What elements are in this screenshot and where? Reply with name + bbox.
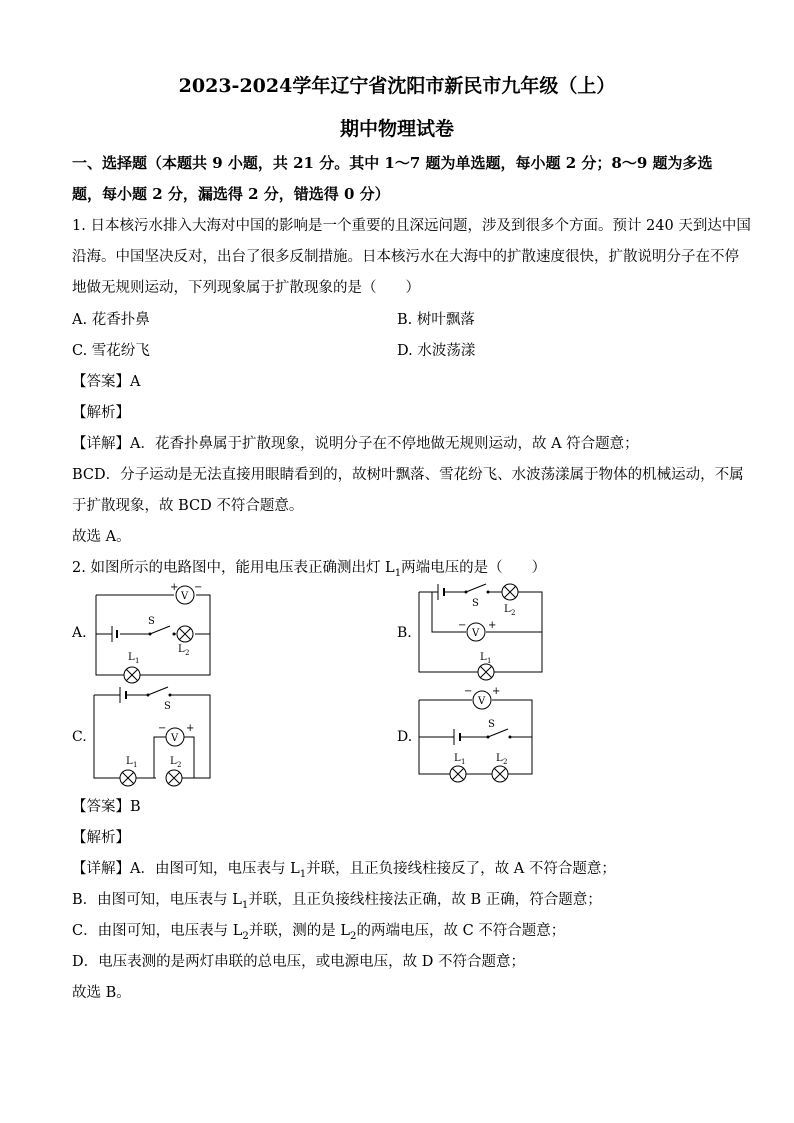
svg-text:S: S [488, 719, 495, 730]
q1-detail-line3: 于扩散现象，故 BCD 不符合题意。 [72, 498, 304, 514]
svg-text:−: − [158, 723, 167, 734]
switch-icon [488, 729, 508, 737]
svg-text:V: V [171, 733, 179, 744]
q2-option-a-label: A. [72, 625, 87, 641]
q1-option-d: D. 水波荡漾 [397, 343, 476, 359]
exam-title-line1: 2023-2024学年辽宁省沈阳市新民市九年级（上） [178, 75, 616, 97]
lamp-l2-icon [166, 770, 182, 786]
voltmeter-icon [467, 623, 485, 641]
svg-text:−: − [464, 686, 473, 697]
q1-detail-line1: 【详解】A．花香扑鼻属于扩散现象，说明分子在不停地做无规则运动，故 A 符合题意； [72, 436, 639, 452]
q2-option-c-label: C. [72, 729, 87, 745]
svg-text:V: V [472, 628, 480, 639]
circuit-diagram-a [90, 580, 215, 685]
q2-option-d-label: D. [397, 729, 413, 745]
lamp-l2-icon [492, 766, 508, 782]
switch-icon [150, 626, 170, 634]
q1-stem-line1: 1. 日本核污水排入大海对中国的影响是一个重要的且深远问题，涉及到很多个方面。预计 240 天到达中国 [72, 218, 751, 234]
svg-text:L: L [126, 756, 133, 767]
q2-detail-d: D．电压表测的是两灯串联的总电压，或电源电压，故 D 不符合题意； [72, 954, 525, 970]
circuit-diagram-d [414, 684, 549, 789]
circuit-diagram-b [414, 582, 549, 687]
q2-detail-c: C．由图可知，电压表与 $L_2$并联，测的是 $L_2$的两端电压，故 C 不符合题意； [72, 923, 566, 942]
svg-text:−: − [458, 620, 467, 631]
circuit-diagram-c [90, 684, 215, 789]
lamp-l2-icon [177, 626, 193, 642]
q1-analysis-label: 【解析】 [72, 405, 130, 421]
q1-option-b: B. 树叶飘落 [397, 312, 475, 328]
svg-text:+: + [492, 686, 501, 697]
svg-text:1: 1 [133, 761, 138, 769]
switch-icon [148, 687, 168, 695]
q2-conclusion: 故选 B。 [72, 985, 131, 1001]
switch-icon [466, 584, 486, 592]
exam-title-line2: 期中物理试卷 [339, 118, 454, 140]
svg-text:2: 2 [185, 649, 190, 657]
voltmeter-icon [176, 586, 194, 604]
q1-option-a: A. 花香扑鼻 [72, 312, 150, 328]
q1-answer: 【答案】A [72, 374, 141, 390]
svg-text:L: L [496, 753, 503, 764]
q1-stem-line3: 地做无规则运动，下列现象属于扩散现象的是（ ） [72, 280, 420, 296]
lamp-l1-icon [120, 770, 136, 786]
svg-text:1: 1 [135, 657, 140, 665]
svg-text:1: 1 [461, 758, 466, 766]
svg-text:S: S [148, 616, 155, 627]
q2-option-b-label: B. [397, 625, 412, 641]
q1-conclusion: 故选 A。 [72, 529, 131, 545]
svg-text:L: L [170, 756, 177, 767]
svg-text:S: S [472, 598, 479, 609]
svg-text:L: L [480, 652, 487, 663]
svg-text:+: + [170, 582, 179, 593]
svg-text:S: S [164, 701, 171, 712]
svg-text:2: 2 [511, 609, 516, 617]
lamp-l1-icon [124, 667, 140, 683]
section-heading-line1: 一、选择题（本题共 9 小题，共 21 分。其中 1～7 题为单选题，每小题 2 分；8～9 题为多选 [72, 154, 713, 172]
q1-option-c: C. 雪花纷飞 [72, 343, 150, 359]
svg-text:2: 2 [177, 761, 182, 769]
q1-stem-line2: 沿海。中国坚决反对，出台了很多反制措施。日本核污水在大海中的扩散速度很快，扩散说明分子在不停 [72, 249, 739, 265]
svg-text:+: + [186, 723, 195, 734]
q1-detail-line2: BCD．分子运动是无法直接用眼睛看到的，故树叶飘落、雪花纷飞、水波荡漾属于物体的机械运动，不属 [72, 467, 744, 483]
lamp-l1-icon [478, 664, 494, 680]
svg-text:V: V [478, 696, 486, 707]
q2-detail-b: B．由图可知，电压表与 $L_1$并联，且正负接线柱接法正确，故 B 正确，符合题意； [72, 892, 602, 911]
q2-stem: 2. 如图所示的电路图中，能用电压表正确测出灯 $L_1$两端电压的是（ ） [72, 560, 547, 579]
svg-text:L: L [504, 604, 511, 615]
lamp-l1-icon [450, 766, 466, 782]
svg-text:2: 2 [503, 758, 508, 766]
svg-text:L: L [128, 652, 135, 663]
svg-text:−: − [194, 582, 203, 593]
voltmeter-icon [473, 691, 491, 709]
q2-detail-a: 【详解】A．由图可知，电压表与 $L_1$并联，且正负接线柱接反了，故 A 不符合题意； [72, 861, 616, 880]
voltmeter-icon [166, 728, 184, 746]
svg-text:+: + [488, 620, 497, 631]
q2-analysis-label: 【解析】 [72, 830, 130, 846]
svg-text:V: V [181, 591, 189, 602]
svg-text:1: 1 [487, 657, 492, 665]
lamp-l2-icon [502, 584, 518, 600]
svg-text:L: L [178, 644, 185, 655]
svg-text:L: L [454, 753, 461, 764]
section-heading-line2: 题，每小题 2 分，漏选得 2 分，错选得 0 分） [72, 185, 390, 203]
q2-answer: 【答案】B [72, 799, 141, 815]
